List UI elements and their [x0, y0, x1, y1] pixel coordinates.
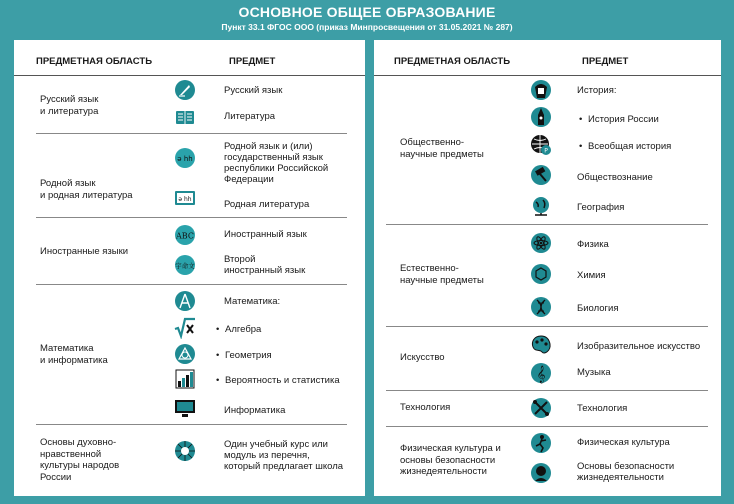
native-language-icon: [174, 147, 196, 169]
hieroglyph-icon: [174, 254, 196, 276]
native-literature-icon-text: ə hh: [178, 196, 192, 203]
subject-biology: Биология: [577, 303, 619, 314]
subject-pe: Физическая культура: [577, 437, 670, 448]
letter-p-glyph: P: [544, 147, 548, 155]
computer-icon: [174, 397, 196, 419]
area-russian: Русский язык и литература: [40, 94, 99, 117]
area-math: Математика и информатика: [40, 343, 108, 366]
pharaoh-icon: [530, 79, 552, 101]
square-root-icon: [174, 317, 196, 339]
statistics-icon: [174, 368, 196, 390]
column-header-area: ПРЕДМЕТНАЯ ОБЛАСТЬ: [394, 56, 511, 67]
row-divider: [36, 424, 347, 425]
book-icon: [174, 106, 196, 128]
dna-icon: [530, 296, 552, 318]
native-literature-icon: [174, 187, 196, 209]
row-divider: [386, 390, 708, 391]
hieroglyph-icon-text: 宇命文: [175, 262, 195, 270]
header-divider: [374, 75, 721, 76]
subject-world-history: • Всеобщая история: [588, 141, 671, 152]
subject-fine-arts: Изобразительное искусство: [577, 341, 701, 352]
subject-geography: География: [577, 202, 625, 213]
geometry-icon: [174, 343, 196, 365]
globe-history-icon: [530, 134, 552, 156]
treble-clef-icon: [530, 362, 552, 384]
area-natural: Естественно- научные предметы: [400, 263, 484, 286]
subject-second-foreign: Второй иностранный язык: [224, 254, 306, 276]
tools-icon: [530, 397, 552, 419]
molecule-icon: [530, 263, 552, 285]
spiritual-culture-icon: [174, 440, 196, 462]
athlete-icon: [530, 432, 552, 454]
music-clef-glyph: 𝄞: [536, 365, 546, 383]
page-title: ОСНОВНОЕ ОБЩЕЕ ОБРАЗОВАНИЕ: [238, 4, 496, 20]
quill-icon: [174, 79, 196, 101]
subject-algebra: • Алгебра: [225, 324, 261, 335]
subject-history-russia: • История России: [588, 114, 659, 125]
right-panel: [374, 40, 721, 496]
safety-icon: [530, 462, 552, 484]
abc-icon: [174, 224, 196, 246]
area-social: Общественно- научные предметы: [400, 137, 484, 160]
subject-foreign: Иностранный язык: [224, 229, 307, 240]
area-art: Искусство: [400, 352, 445, 363]
left-panel: [14, 40, 365, 496]
subject-chemistry: Химия: [577, 270, 606, 281]
globe-icon: [530, 195, 552, 217]
area-foreign: Иностранные языки: [40, 246, 129, 257]
kremlin-icon: [530, 106, 552, 128]
subject-informatics: Информатика: [224, 405, 286, 416]
subject-literature: Литература: [224, 111, 276, 122]
gavel-icon: [530, 164, 552, 186]
area-odnkr: Основы духовно- нравственной культуры народов России: [40, 437, 120, 483]
subject-probability: • Вероятность и статистика: [225, 375, 340, 386]
subject-native-language: Родной язык и (или) государственный язык республики Российской Федерации: [224, 141, 329, 185]
subject-native-literature: Родная литература: [224, 199, 310, 210]
row-divider: [36, 133, 347, 134]
native-language-icon-text: ə hh: [177, 155, 193, 163]
page-subtitle: Пункт 33.1 ФГОС ООО (приказ Минпросвещения от 31.05.2021 № 287): [221, 22, 513, 32]
column-header-subject: ПРЕДМЕТ: [582, 56, 629, 67]
row-divider: [386, 224, 708, 225]
row-divider: [386, 426, 708, 427]
row-divider: [36, 217, 347, 218]
area-technology: Технология: [400, 402, 451, 413]
subject-math: Математика:: [224, 296, 281, 307]
compass-icon: [174, 290, 196, 312]
subject-russian: Русский язык: [224, 85, 283, 96]
abc-icon-text: ABC: [176, 231, 194, 241]
subject-technology: Технология: [577, 403, 628, 414]
subject-obzh: Основы безопасности жизнедеятельности: [577, 461, 675, 483]
subject-music: Музыка: [577, 367, 611, 378]
subject-odnkr-course: Один учебный курс или модуль из перечня, который предлагает школа: [224, 439, 344, 472]
atom-icon: [530, 232, 552, 254]
row-divider: [386, 326, 708, 327]
area-pe-safety: Физическая культура и основы безопасности жизнедеятельности: [400, 443, 501, 477]
column-header-area: ПРЕДМЕТНАЯ ОБЛАСТЬ: [36, 56, 153, 67]
subject-geometry: • Геометрия: [225, 350, 272, 361]
subject-history: История:: [577, 85, 617, 96]
row-divider: [36, 284, 347, 285]
subject-physics: Физика: [577, 239, 609, 250]
subject-social-studies: Обществознание: [577, 172, 653, 183]
column-header-subject: ПРЕДМЕТ: [229, 56, 276, 67]
palette-icon: [530, 334, 552, 356]
area-native: Родной язык и родная литература: [40, 178, 133, 201]
header-divider: [14, 75, 365, 76]
